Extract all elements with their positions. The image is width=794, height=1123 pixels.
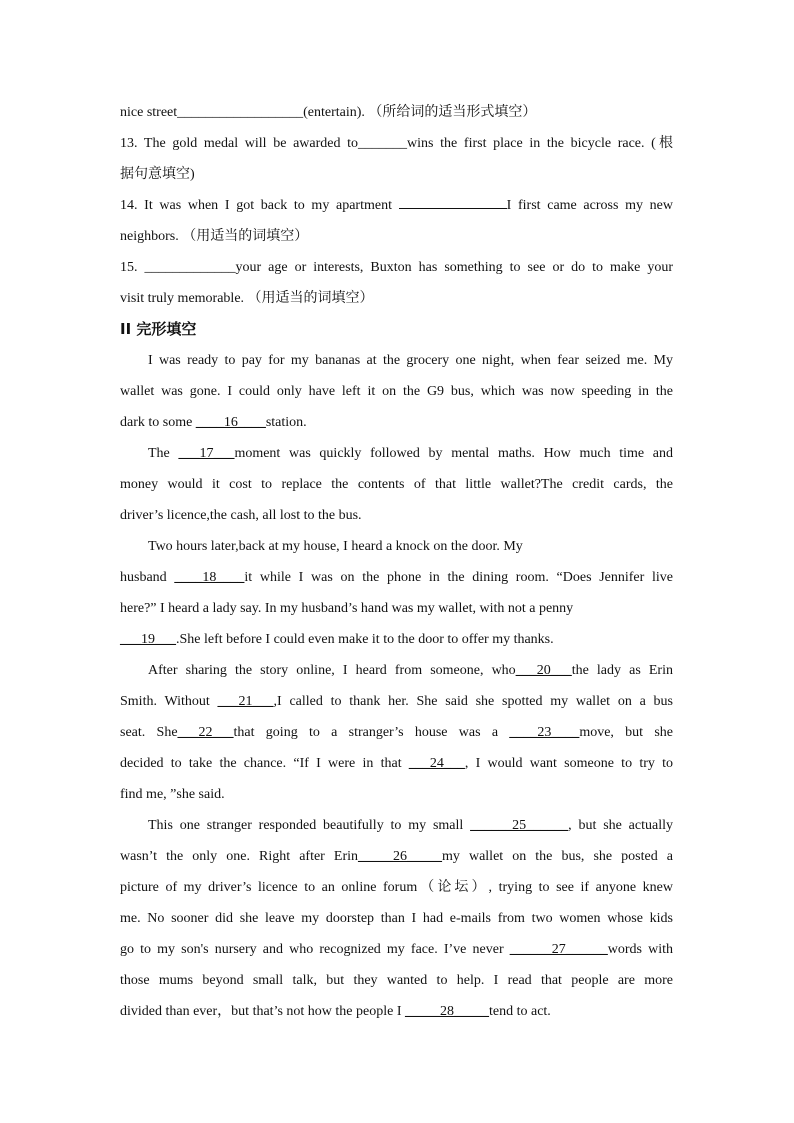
text-line: dark to some: [120, 415, 196, 430]
text-line: I was ready to pay for my bananas at the grocery one night, when fear seized me. My: [148, 353, 673, 368]
text-line: me. No sooner did she leave my doorstep than I had e-mails from two women whose kids: [120, 911, 673, 926]
passage-line: [120, 903, 673, 934]
passage-line: [120, 624, 673, 655]
passage-line: [120, 562, 673, 593]
blank-20[interactable]: ___20___: [515, 663, 572, 678]
text-line: I first came across my new: [506, 198, 673, 213]
passage-line: [120, 469, 673, 500]
text-line: decided to take the chance. “If I were in that: [120, 756, 409, 771]
blank-25[interactable]: ______25______: [470, 818, 569, 833]
text-line: that going to a stranger’s house was a: [233, 725, 510, 740]
blank-27[interactable]: ______27______: [509, 942, 608, 957]
text-line: money would it cost to replace the contents of that little wallet?The credit cards, the: [120, 477, 673, 492]
text-line: 14. It was when I got back to my apartment: [120, 198, 399, 213]
text-line: tend to act.: [489, 1004, 551, 1019]
text-line: it while I was on the phone in the dining room. “Does Jennifer live: [244, 570, 674, 585]
text-line: go to my son's nursery and who recognized my face. I’ve never: [120, 942, 510, 957]
passage-line: [120, 717, 673, 748]
text-line: The: [148, 446, 179, 461]
text-line: the lady as Erin: [571, 663, 673, 678]
blank-23[interactable]: ____23____: [509, 725, 580, 740]
passage-line: [120, 655, 673, 686]
text-line: Two hours later,back at my house, I heard a knock on the door. My: [148, 539, 523, 554]
question-12-tail: [120, 97, 673, 128]
text-line: those mums beyond small talk, but they wanted to help. I read that people are more: [120, 973, 673, 988]
question-15: [120, 252, 673, 283]
passage-line: [120, 500, 673, 531]
question-14-cont: [120, 221, 673, 252]
passage-line: [120, 810, 673, 841]
section-heading: II 完形填空: [120, 320, 197, 338]
blank-17[interactable]: ___17___: [178, 446, 235, 461]
passage-line: [120, 531, 673, 562]
question-15-cont: [120, 283, 673, 314]
text-line: After sharing the story online, I heard from someone, who: [148, 663, 516, 678]
text-line: 15. _____________your age or interests, Buxton has something to see or do to make your: [120, 260, 673, 275]
text-line: here?” I heard a lady say. In my husband’s hand was my wallet, with not a penny: [120, 601, 574, 616]
text-line: my wallet on the bus, she posted a: [442, 849, 674, 864]
blank-21[interactable]: ___21___: [217, 694, 274, 709]
passage-line: [120, 965, 673, 996]
passage-line: [120, 686, 673, 717]
text-line: , but she actually: [568, 818, 673, 833]
answer-blank[interactable]: [399, 193, 507, 209]
blank-28[interactable]: _____28_____: [405, 1004, 489, 1019]
text-line: station.: [265, 415, 307, 430]
text-line: wasn’t the only one. Right after Erin: [120, 849, 359, 864]
passage-line: [120, 438, 673, 469]
text-line: wallet was gone. I could only have left it on the G9 bus, which was now speeding in the: [120, 384, 673, 399]
text-line: neighbors. （用适当的词填空）: [120, 229, 309, 244]
text-line: move, but she: [579, 725, 674, 740]
blank-24[interactable]: ___24___: [408, 756, 465, 771]
passage-line: [120, 779, 673, 810]
blank-19[interactable]: ___19___: [120, 632, 176, 647]
text-line: words with: [607, 942, 673, 957]
text-line: seat. She: [120, 725, 178, 740]
text-line: 据句意填空): [120, 167, 195, 182]
exercise-content: [120, 97, 673, 1027]
passage-line: [120, 593, 673, 624]
text-line: picture of my driver’s licence to an online forum（论坛）, trying to see if anyone knew: [120, 880, 673, 895]
text-line: 13. The gold medal will be awarded to_______wins the first place in the bicycle race. (根: [120, 136, 673, 151]
blank-18[interactable]: ____18____: [174, 570, 245, 585]
passage-line: [120, 345, 673, 376]
question-14: [120, 190, 673, 221]
blank-22[interactable]: ___22___: [177, 725, 234, 740]
passage-line: [120, 748, 673, 779]
text-line: nice street__________________(entertain). （所给词的适当形式填空）: [120, 105, 537, 120]
text-line: Smith. Without: [120, 694, 218, 709]
text-line: , I would want someone to try to: [464, 756, 673, 771]
question-13: [120, 128, 673, 159]
text-line: husband: [120, 570, 175, 585]
passage-line: [120, 934, 673, 965]
text-line: visit truly memorable. （用适当的词填空）: [120, 291, 374, 306]
text-line: divided than ever，but that’s not how the people I: [120, 1004, 405, 1019]
passage-line: [120, 407, 673, 438]
blank-26[interactable]: _____26_____: [358, 849, 443, 864]
passage-line: [120, 376, 673, 407]
passage-line: [120, 841, 673, 872]
passage-line: [120, 872, 673, 903]
text-line: moment was quickly followed by mental maths. How much time and: [234, 446, 674, 461]
text-line: ,I called to thank her. She said she spotted my wallet on a bus: [273, 694, 673, 709]
passage-line: [120, 996, 673, 1027]
text-line: find me, ”she said.: [120, 787, 225, 802]
text-line: .She left before I could even make it to the door to offer my thanks.: [176, 632, 554, 647]
text-line: driver’s licence,the cash, all lost to the bus.: [120, 508, 362, 523]
question-13-cont: [120, 159, 673, 190]
text-line: This one stranger responded beautifully to my small: [148, 818, 471, 833]
blank-16[interactable]: ____16____: [195, 415, 266, 430]
